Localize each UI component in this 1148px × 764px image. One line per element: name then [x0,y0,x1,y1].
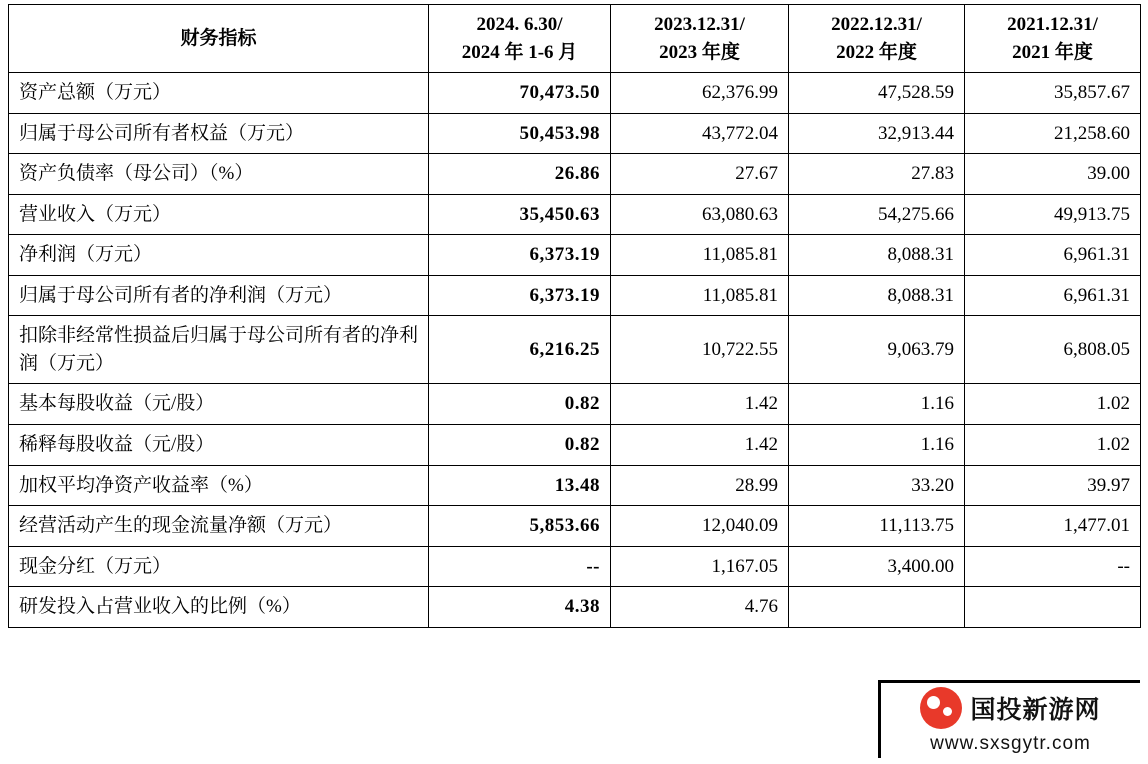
header-period-4-line2: 2021 年度 [1012,41,1093,63]
row-value-3: 47,528.59 [789,73,965,114]
table-row [9,506,1141,547]
row-value-4: 1.02 [965,425,1141,466]
row-value-1: 0.82 [429,384,611,425]
row-label: 净利润（万元） [9,235,429,276]
row-value-2: 10,722.55 [611,316,789,384]
table-row [9,384,1141,425]
row-value-4: 1,477.01 [965,506,1141,547]
row-value-3: 9,063.79 [789,316,965,384]
row-value-1: 13.48 [429,465,611,506]
row-value-2: 1.42 [611,384,789,425]
row-value-3: 3,400.00 [789,546,965,587]
row-label: 归属于母公司所有者权益（万元） [9,113,429,154]
row-value-4 [965,587,1141,628]
row-label: 现金分红（万元） [9,546,429,587]
row-value-4: 39.97 [965,465,1141,506]
watermark-brand-row [920,687,1100,729]
row-label: 营业收入（万元） [9,194,429,235]
table-row [9,194,1141,235]
row-label: 扣除非经常性损益后归属于母公司所有者的净利润（万元） [9,316,429,384]
row-value-4: 1.02 [965,384,1141,425]
row-value-4: 6,961.31 [965,235,1141,276]
row-value-4: 35,857.67 [965,73,1141,114]
row-value-2: 63,080.63 [611,194,789,235]
row-value-3: 33.20 [789,465,965,506]
financial-indicators-table [8,4,1141,628]
row-value-3: 1.16 [789,425,965,466]
table-row [9,73,1141,114]
table-row [9,275,1141,316]
row-value-2: 11,085.81 [611,275,789,316]
table-row [9,546,1141,587]
row-value-1: 5,853.66 [429,506,611,547]
table-row [9,235,1141,276]
row-value-2: 11,085.81 [611,235,789,276]
header-period-4-line1: 2021.12.31/ [1007,14,1098,35]
header-cell-period-4 [965,5,1141,73]
row-value-3: 32,913.44 [789,113,965,154]
row-value-1: 70,473.50 [429,73,611,114]
header-period-3-line2: 2022 年度 [836,41,917,63]
row-value-3: 8,088.31 [789,235,965,276]
row-value-2: 28.99 [611,465,789,506]
row-value-1: 26.86 [429,154,611,195]
header-period-2-line2: 2023 年度 [659,41,740,63]
row-value-4: 39.00 [965,154,1141,195]
row-value-2: 1,167.05 [611,546,789,587]
row-value-3: 1.16 [789,384,965,425]
row-label: 资产总额（万元） [9,73,429,114]
header-cell-period-2 [611,5,789,73]
row-value-4: -- [965,546,1141,587]
brand-logo-icon [920,687,962,729]
row-value-2: 62,376.99 [611,73,789,114]
table-row [9,587,1141,628]
row-value-1: 4.38 [429,587,611,628]
row-label: 研发投入占营业收入的比例（%） [9,587,429,628]
row-value-3: 27.83 [789,154,965,195]
table-row [9,154,1141,195]
header-cell-period-3 [789,5,965,73]
row-label: 经营活动产生的现金流量净额（万元） [9,506,429,547]
row-value-1: 6,373.19 [429,275,611,316]
row-label: 加权平均净资产收益率（%） [9,465,429,506]
row-label: 稀释每股收益（元/股） [9,425,429,466]
row-value-2: 1.42 [611,425,789,466]
row-label: 归属于母公司所有者的净利润（万元） [9,275,429,316]
header-period-2-line1: 2023.12.31/ [654,14,745,35]
table-row [9,425,1141,466]
row-value-4: 6,808.05 [965,316,1141,384]
header-cell-period-1 [429,5,611,73]
row-value-3: 11,113.75 [789,506,965,547]
table-row [9,113,1141,154]
row-value-3: 8,088.31 [789,275,965,316]
row-value-2: 4.76 [611,587,789,628]
row-value-3: 54,275.66 [789,194,965,235]
header-label-line1: 财务指标 [180,27,257,49]
header-period-1-line2: 2024 年 1-6 月 [461,41,578,63]
header-period-3-line1: 2022.12.31/ [831,14,922,35]
watermark-title: 国投新游网 [970,695,1101,724]
row-value-1: 0.82 [429,425,611,466]
row-value-2: 12,040.09 [611,506,789,547]
row-value-1: -- [429,546,611,587]
row-value-2: 27.67 [611,154,789,195]
row-label: 资产负债率（母公司）（%） [9,154,429,195]
watermark-url: www.sxsgytr.com [930,732,1091,754]
row-value-2: 43,772.04 [611,113,789,154]
header-period-1-line1: 2024. 6.30/ [476,14,563,35]
row-value-4: 21,258.60 [965,113,1141,154]
watermark-badge [878,680,1140,758]
header-cell-label [9,5,429,73]
row-value-4: 49,913.75 [965,194,1141,235]
row-value-4: 6,961.31 [965,275,1141,316]
row-value-1: 35,450.63 [429,194,611,235]
row-value-1: 50,453.98 [429,113,611,154]
table-header-row [9,5,1141,73]
row-value-1: 6,216.25 [429,316,611,384]
row-value-3 [789,587,965,628]
table-row [9,465,1141,506]
row-value-1: 6,373.19 [429,235,611,276]
table-row [9,316,1141,384]
row-label: 基本每股收益（元/股） [9,384,429,425]
